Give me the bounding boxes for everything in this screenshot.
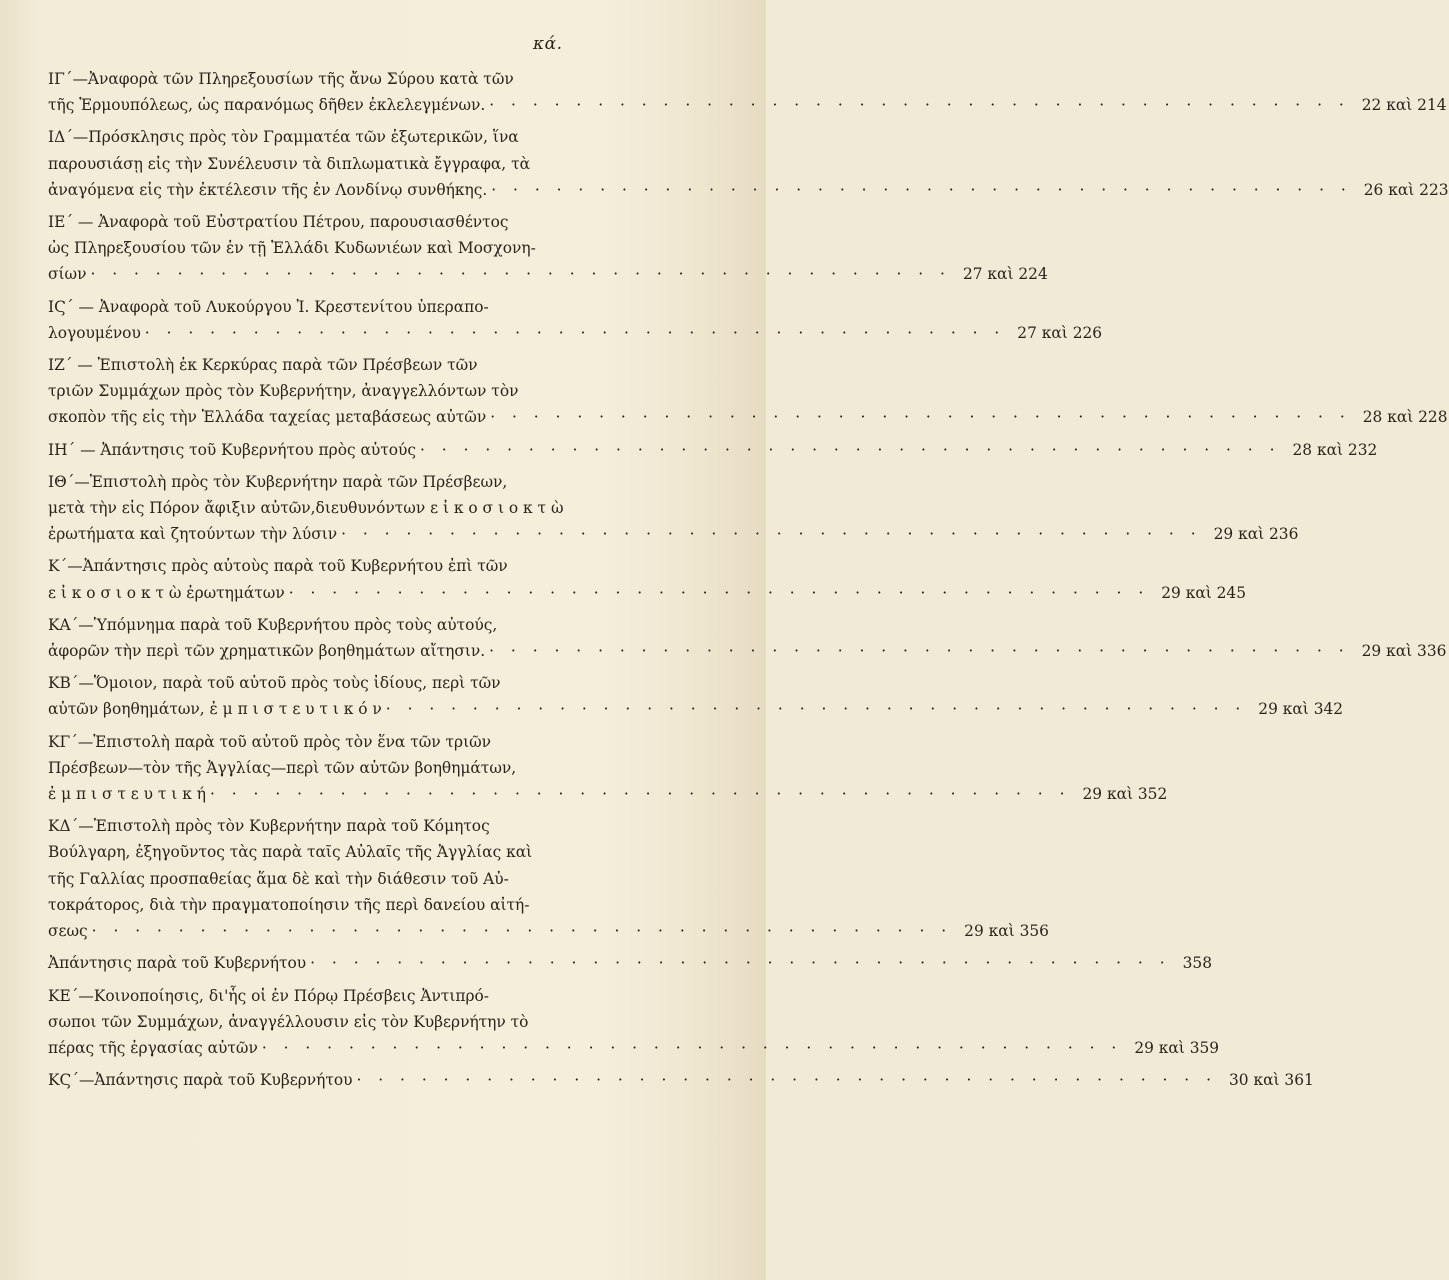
entry-text: σωποι τῶν Συμμάχων, ἀναγγέλλουσιν εἰς τὸν Κυβερνήτην τὸ (48, 1012, 529, 1031)
entry-text: ΚΓ΄—Ἐπιστολὴ παρὰ τοῦ αὐτοῦ πρὸς τὸν ἕνα τῶν τριῶν (48, 732, 492, 751)
toc-entry (48, 950, 1213, 976)
entry-last-line (48, 580, 1247, 606)
entry-line (48, 892, 580, 918)
toc-entry (48, 437, 1378, 463)
entry-text: τριῶν Συμμάχων πρὸς τὸν Κυβερνήτην, ἀναγγελλόντων τὸν (48, 382, 519, 401)
leader-dots (86, 261, 955, 287)
page-reference: 22 καὶ 214 (1361, 96, 1447, 115)
leader-dots (258, 1035, 1127, 1061)
entry-text: λογουμένου (48, 323, 141, 342)
page-reference: 29 καὶ 342 (1258, 700, 1344, 719)
leader-dots (352, 1067, 1221, 1093)
page-reference: 29 καὶ 359 (1134, 1038, 1220, 1057)
entry-last-line (48, 696, 1344, 722)
entry-text: ΚΔ΄—Ἐπιστολὴ πρὸς τὸν Κυβερνήτην παρὰ τοῦ Κόμητος (48, 817, 490, 836)
entry-text: ε ἰ κ ο σ ι ο κ τ ὼ ἐρωτημάτων (48, 583, 285, 602)
page-number: κά. (533, 34, 563, 54)
entry-text: μετὰ τὴν εἰς Πόρον ἄφιξιν αὐτῶν,διευθυνόντων ε ἰ κ ο σ ι ο κ τ ὼ (48, 499, 564, 518)
entry-text: αὐτῶν βοηθημάτων, ἐ μ π ι σ τ ε υ τ ι κ ό ν (48, 700, 382, 719)
page-reference: 29 καὶ 352 (1082, 785, 1168, 804)
toc-entry (48, 612, 1447, 664)
page-reference: 29 καὶ 336 (1361, 642, 1447, 661)
leader-dots (285, 580, 1154, 606)
entry-line (48, 553, 580, 579)
entry-line (48, 66, 580, 92)
page-reference: 27 καὶ 224 (962, 265, 1048, 284)
entry-line (48, 839, 580, 865)
leader-dots (486, 404, 1355, 430)
toc-entry (48, 294, 1103, 346)
page-reference: 358 (1182, 954, 1213, 973)
leader-dots (382, 696, 1251, 722)
entry-text: ΙΘ΄—Ἐπιστολὴ πρὸς τὸν Κυβερνήτην παρὰ τῶν Πρέσβεων, (48, 472, 508, 491)
page-reference: 29 καὶ 236 (1213, 525, 1299, 544)
toc-entry (48, 352, 1448, 431)
entry-text: ΙΔ΄—Πρόσκλησις πρὸς τὸν Γραμματέα τῶν ἐξωτερικῶν, ἵνα (48, 128, 519, 147)
entry-text: ΙΕ΄ — Ἀναφορὰ τοῦ Εὐστρατίου Πέτρου, παρουσιασθέντος (48, 213, 509, 232)
entry-text: ὡς Πληρεξουσίου τῶν ἐν τῇ Ἑλλάδι Κυδωνιέων καὶ Μοσχονη- (48, 239, 536, 258)
toc-entry (48, 813, 1049, 944)
entry-text: ἀφορῶν τὴν περὶ τῶν χρηματικῶν βοηθημάτων αἴτησιν. (48, 642, 486, 661)
entry-text: σκοπὸν τῆς εἰς τὴν Ἑλλάδα ταχείας μεταβάσεως αὐτῶν (48, 408, 487, 427)
toc-entry (48, 124, 1449, 203)
page-reference: 29 καὶ 245 (1161, 583, 1247, 602)
entry-text: ΚΒ΄—Ὅμοιον, παρὰ τοῦ αὐτοῦ πρὸς τοὺς ἰδίους, περὶ τῶν (48, 674, 501, 693)
entry-text: ΙΓ΄—Ἀναφορὰ τῶν Πληρεξουσίων τῆς ἄνω Σύρου κατὰ τῶν (48, 70, 514, 88)
entry-text: ΚϚ΄—Ἀπάντησις παρὰ τοῦ Κυβερνήτου (48, 1071, 353, 1090)
leader-dots (306, 950, 1175, 976)
entry-text: ΚΑ΄—Ὑπόμνημα παρὰ τοῦ Κυβερνήτου πρὸς τοὺς αὐτούς, (48, 615, 498, 634)
entry-last-line (48, 950, 1213, 976)
entry-text: Πρέσβεων—τὸν τῆς Ἀγγλίας—περὶ τῶν αὐτῶν βοηθημάτων, (48, 758, 517, 777)
entry-last-line (48, 638, 1447, 664)
entry-last-line (48, 261, 1048, 287)
toc-entry (48, 729, 1168, 808)
entry-line (48, 1009, 580, 1035)
entry-text: σίων (48, 265, 87, 284)
entry-last-line (48, 92, 1447, 118)
entry-last-line (48, 177, 1449, 203)
entry-last-line (48, 320, 1103, 346)
entry-line (48, 469, 580, 495)
entry-line (48, 612, 580, 638)
toc-entry (48, 209, 1048, 288)
leader-dots (416, 437, 1285, 463)
table-of-contents (48, 66, 1449, 1099)
entry-line (48, 124, 580, 150)
entry-text: τῆς Ἑρμουπόλεως, ὡς παρανόμως δῆθεν ἐκλελεγμένων. (48, 96, 486, 115)
page-reference: 28 καὶ 232 (1292, 440, 1378, 459)
entry-line (48, 755, 580, 781)
leader-dots (487, 177, 1356, 203)
entry-line (48, 378, 580, 404)
entry-line (48, 209, 580, 235)
entry-line (48, 813, 580, 839)
entry-last-line (48, 1035, 1220, 1061)
entry-line (48, 495, 580, 521)
toc-entry (48, 1067, 1314, 1093)
entry-last-line (48, 781, 1168, 807)
entry-text: σεως (48, 922, 88, 941)
entry-line (48, 729, 580, 755)
entry-text: ἐ μ π ι σ τ ε υ τ ι κ ή (48, 785, 206, 804)
entry-line (48, 866, 580, 892)
leader-dots (337, 521, 1206, 547)
leader-dots (88, 918, 957, 944)
page-reference: 30 καὶ 361 (1228, 1071, 1314, 1090)
entry-text: ΙϚ΄ — Ἀναφορὰ τοῦ Λυκούργου Ἰ. Κρεστενίτου ὑπεραπο- (48, 297, 489, 316)
entry-text: Ἀπάντησις παρὰ τοῦ Κυβερνήτου (48, 954, 307, 973)
toc-entry (48, 553, 1247, 605)
entry-line (48, 294, 580, 320)
entry-last-line (48, 521, 1299, 547)
entry-last-line (48, 437, 1378, 463)
page-reference: 27 καὶ 226 (1017, 323, 1103, 342)
entry-text: Κ΄—Ἀπάντησις πρὸς αὐτοὺς παρὰ τοῦ Κυβερνήτου ἐπὶ τῶν (48, 557, 508, 576)
entry-text: τοκράτορος, διὰ τὴν πραγματοποίησιν τῆς περὶ δανείου αἰτή- (48, 895, 530, 914)
toc-entry (48, 66, 1447, 118)
page-reference: 28 καὶ 228 (1362, 408, 1448, 427)
entry-text: ἐρωτήματα καὶ ζητούντων τὴν λύσιν (48, 525, 338, 544)
entry-text: ΙΗ΄ — Ἀπάντησις τοῦ Κυβερνήτου πρὸς αὐτούς (48, 440, 416, 459)
leader-dots (485, 638, 1354, 664)
entry-line (48, 983, 580, 1009)
toc-entry (48, 469, 1299, 548)
entry-line (48, 235, 580, 261)
entry-line (48, 352, 580, 378)
entry-text: ἀναγόμενα εἰς τὴν ἐκτέλεσιν τῆς ἐν Λονδίνῳ συνθήκης. (48, 180, 488, 199)
toc-entry (48, 983, 1220, 1062)
entry-line (48, 151, 580, 177)
entry-text: ΙΖ΄ — Ἐπιστολὴ ἐκ Κερκύρας παρὰ τῶν Πρέσβεων τῶν (48, 356, 478, 375)
entry-last-line (48, 918, 1049, 944)
entry-text: παρουσιάσῃ εἰς τὴν Συνέλευσιν τὰ διπλωματικὰ ἔγγραφα, τὰ (48, 154, 531, 173)
page-reference: 26 καὶ 223 (1363, 180, 1449, 199)
entry-text: ΚΕ΄—Κοινοποίησις, δι'ἧς οἱ ἐν Πόρῳ Πρέσβεις Ἀντιπρό- (48, 986, 489, 1005)
entry-last-line (48, 404, 1448, 430)
leader-dots (485, 92, 1354, 118)
entry-text: Βούλγαρη, ἐξηγοῦντος τὰς παρὰ ταῖς Αὐλαῖς τῆς Ἀγγλίας καὶ (48, 843, 533, 862)
entry-text: πέρας τῆς ἐργασίας αὐτῶν (48, 1038, 258, 1057)
entry-text: τῆς Γαλλίας προσπαθείας ἅμα δὲ καὶ τὴν διάθεσιν τοῦ Αὐ- (48, 869, 509, 888)
entry-last-line (48, 1067, 1314, 1093)
entry-line (48, 670, 580, 696)
page-reference: 29 καὶ 356 (964, 922, 1049, 941)
leader-dots (141, 320, 1010, 346)
toc-entry (48, 670, 1344, 722)
leader-dots (206, 781, 1075, 807)
